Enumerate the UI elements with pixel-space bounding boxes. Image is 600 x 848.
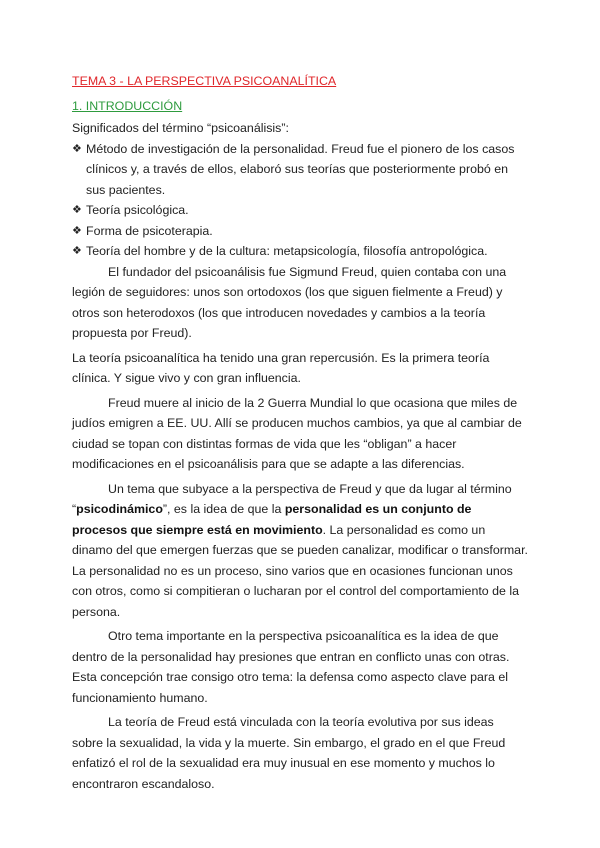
paragraph-evolution: La teoría de Freud está vinculada con la teoría evolutiva por sus ideas sobre la sexualidad, la vida y la muerte. Sin embargo, el grado en el que Freud enfatizó el rol de la sexualidad era muy inusual en ese momento y muchos lo encontraron escandaloso. bbox=[72, 715, 506, 791]
paragraph-psychodynamic bbox=[72, 479, 528, 623]
list-item-text: Teoría del hombre y de la cultura: metapsicología, filosofía antropológica. bbox=[86, 244, 488, 258]
paragraph-repercussion: La teoría psicoanalítica ha tenido una gran repercusión. Es la primera teoría clínica. Y sigue vivo y con gran influencia. bbox=[72, 350, 490, 385]
list-item-text: Teoría psicológica. bbox=[86, 203, 189, 217]
list-item bbox=[72, 221, 528, 242]
bold-term: psicodinámico bbox=[76, 502, 163, 516]
diamond-bullet-icon: ❖ bbox=[72, 204, 82, 216]
meanings-list bbox=[72, 139, 528, 262]
intro-label: Significados del término “psicoanálisis”: bbox=[72, 121, 289, 135]
diamond-bullet-icon: ❖ bbox=[72, 224, 82, 237]
list-item-text: Forma de psicoterapia. bbox=[86, 223, 213, 238]
text-run: Un tema que subyace a la perspectiva de Freud y que da lugar al término “ bbox=[72, 481, 512, 516]
paragraph-founder: El fundador del psicoanálisis fue Sigmund Freud, quien contaba con una legión de seguidores: unos son ortodoxos (los que siguen fielmente a Freud) y otros son heterodoxos (los que introducen novedades y cambios a la teoría propuesta por Freud). bbox=[72, 264, 507, 340]
text-run: . La personalidad es como un dinamo del que emergen fuerzas que se pueden canalizar, modificar o transformar. La personalidad no es un proceso, sino varios que en ocasiones funcionan unos con otros, como si compitieran o lucharan por el control del comportamiento de la persona. bbox=[72, 522, 528, 619]
paragraph-conflict: Otro tema importante en la perspectiva psicoanalítica es la idea de que dentro de la personalidad hay presiones que entran en conflicto unas con otras. Esta concepción trae consigo otro tema: la defensa como aspecto clave para el funcionamiento humano. bbox=[72, 629, 510, 705]
list-item-text: Método de investigación de la personalidad. Freud fue el pionero de los casos clínicos y, a través de ellos, elaboró sus teorías que posteriormente probó en sus pacientes. bbox=[86, 141, 515, 197]
section-title: 1. INTRODUCCIÓN bbox=[72, 98, 183, 113]
document-content bbox=[72, 71, 528, 794]
list-item bbox=[72, 200, 528, 221]
diamond-bullet-icon: ❖ bbox=[72, 245, 82, 257]
bold-statement: personalidad es un conjunto de procesos que siempre está en movimiento bbox=[72, 502, 472, 537]
diamond-bullet-icon: ❖ bbox=[72, 142, 82, 155]
page-title: TEMA 3 - LA PERSPECTIVA PSICOANALÍTICA bbox=[72, 74, 337, 88]
list-item bbox=[72, 241, 528, 262]
paragraph-emigration: Freud muere al inicio de la 2 Guerra Mundial lo que ocasiona que miles de judíos emigren a EE. UU. Allí se producen muchos cambios, ya que al cambiar de ciudad se topan con distintas formas de vida que les “obligan” a hacer modificaciones en el psicoanálisis para que se adapte a las diferencias. bbox=[72, 395, 522, 471]
text-run: ”, es la idea de que la bbox=[162, 502, 285, 516]
list-item bbox=[72, 139, 528, 201]
